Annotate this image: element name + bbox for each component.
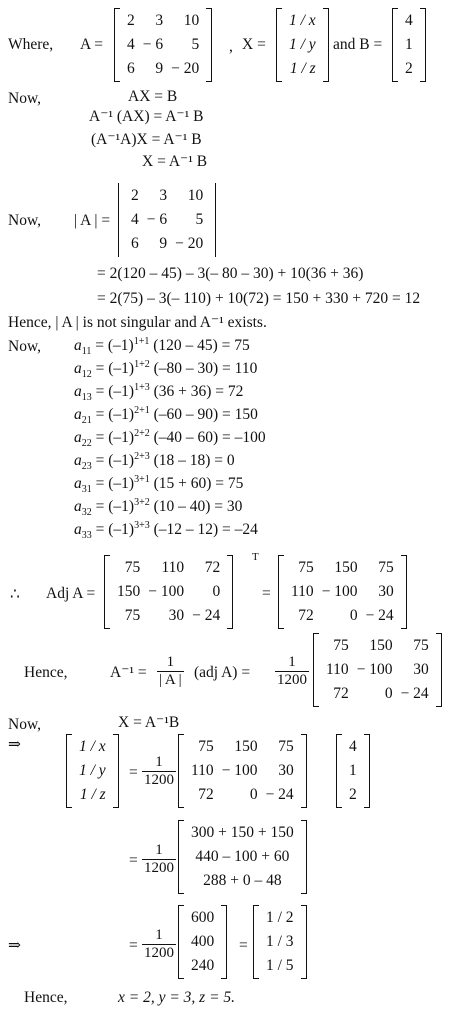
matrix-row	[75, 735, 110, 759]
matrix-cell: 4	[131, 211, 139, 228]
therefore-symbol: ∴	[10, 586, 20, 603]
solve-matrix-x	[66, 734, 119, 808]
matrix-cell: 1 / 5	[266, 957, 294, 974]
matrix-cell: 0	[249, 786, 258, 803]
matrix-row	[262, 954, 298, 978]
matrix-row	[262, 930, 298, 954]
matrix-cell: 288 + 0 – 48	[203, 872, 282, 889]
matrix-cell: 72	[333, 685, 349, 702]
fraction-numerator: 1	[157, 654, 184, 672]
matrix-cell: 110	[326, 661, 349, 678]
now-label-2: Now,	[8, 212, 42, 229]
matrix-row	[322, 658, 433, 682]
matrix-row	[187, 759, 298, 783]
matrix-row	[187, 735, 298, 759]
fraction-denominator: 1200	[277, 672, 307, 688]
matrix-cell: 1 / x	[289, 12, 316, 29]
matrix-cell: 30	[168, 607, 185, 624]
matrix-cell: 5	[191, 36, 200, 53]
matrix-row	[287, 604, 398, 628]
matrix-row	[262, 906, 298, 930]
matrix-row	[123, 57, 203, 81]
hence-label-2: Hence,	[24, 989, 68, 1006]
fraction-1-over-det	[157, 654, 184, 689]
implies-2: ⇒	[8, 937, 21, 954]
inverse-mid: (adj A) =	[194, 664, 251, 681]
matrix-cell: 9	[159, 235, 168, 252]
bracket-right	[221, 905, 227, 979]
matrix-cell: 6	[131, 235, 139, 252]
matrix-cell: 9	[155, 60, 164, 77]
fraction-denominator: 1200	[144, 860, 174, 876]
matrix-cell: 1 / 3	[266, 933, 294, 950]
matrix-row	[322, 682, 433, 706]
now-label-3: Now,	[8, 338, 42, 355]
matrix-cell: 110	[291, 583, 314, 600]
matrix-cell: 75	[333, 637, 349, 654]
bracket-right	[227, 555, 233, 629]
matrix-row	[285, 33, 320, 57]
step-4: X = A⁻¹ B	[142, 153, 208, 170]
matrix-cell: 1	[349, 762, 357, 779]
matrix-cell: 2	[405, 60, 413, 77]
det-line-2: = 2(75) – 3(– 110) + 10(72) = 150 + 330 + 720 = 12	[97, 290, 421, 307]
solve-equals-3: =	[129, 937, 138, 954]
matrix-row	[113, 556, 224, 580]
matrix-cell: 30	[413, 661, 429, 678]
now-label-4: Now,	[8, 716, 42, 733]
transpose-mark: T	[252, 551, 259, 563]
final-answer: x = 2, y = 3, z = 5.	[118, 989, 236, 1006]
matrix-cell: − 6	[142, 36, 164, 53]
matrix-row	[113, 604, 224, 628]
comma: ,	[229, 38, 233, 55]
matrix-row	[401, 57, 417, 81]
and-b-label: and B =	[333, 36, 383, 53]
matrix-cell: 150	[334, 559, 358, 576]
bracket-right	[301, 820, 307, 894]
matrix-cell: − 24	[365, 607, 394, 624]
matrix-cell: 150	[234, 738, 258, 755]
determinant-bar-right	[215, 183, 216, 257]
matrix-cell: 75	[378, 559, 394, 576]
cofactor-line: $a_{31} = (-1)^{3+1}$ (15 + 60) = 75	[74, 473, 244, 496]
x-label: X =	[242, 36, 266, 53]
x-equation: X = A⁻¹B	[118, 714, 180, 731]
adj-equals: =	[262, 585, 271, 602]
matrix-cell: − 100	[356, 661, 393, 678]
matrix-cell: 30	[378, 583, 394, 600]
a-label: A =	[80, 36, 103, 53]
matrix-cell: 75	[124, 607, 141, 624]
solve-equals-1: =	[129, 764, 138, 781]
bracket-right	[364, 734, 370, 808]
bracket-right	[113, 734, 119, 808]
matrix-cell: 75	[298, 559, 314, 576]
matrix-row	[187, 906, 218, 930]
matrix-cell: 1 / x	[79, 738, 106, 755]
cofactor-line: $a_{23} = (-1)^{2+3}$ (18 – 18) = 0	[74, 450, 235, 473]
cofactor-line: $a_{22} = (-1)^{2+2}$ (–40 – 60) = –100	[74, 427, 266, 450]
fraction-numerator: 1	[142, 754, 176, 772]
matrix-row	[345, 735, 361, 759]
matrix-row	[401, 9, 417, 33]
matrix-row	[187, 869, 298, 893]
matrix-cell: 150	[117, 583, 141, 600]
adj-label: Adj A =	[46, 585, 96, 602]
bracket-right	[301, 734, 307, 808]
matrix-cell: 110	[191, 762, 214, 779]
implies-1: ⇒	[8, 736, 21, 753]
matrix-cell: 4	[349, 738, 357, 755]
bracket-left	[336, 734, 342, 808]
matrix-row	[75, 783, 110, 807]
matrix-row	[127, 184, 207, 208]
hence-label-1: Hence,	[24, 664, 68, 681]
matrix-row	[187, 845, 298, 869]
matrix-cell: 1 / 2	[266, 909, 294, 926]
matrix-cell: − 100	[221, 762, 258, 779]
where-label: Where,	[8, 36, 54, 53]
matrix-cell: 6	[127, 60, 135, 77]
adj-matrix-1	[104, 555, 233, 629]
bracket-left	[392, 8, 398, 82]
matrix-a	[114, 8, 212, 82]
fraction-1-over-1200	[275, 654, 309, 689]
matrix-cell: 30	[278, 762, 294, 779]
cofactor-line: $a_{13} = (-1)^{1+3}$ (36 + 36) = 72	[74, 381, 244, 404]
solve-matrix-sums	[178, 820, 307, 894]
matrix-row	[287, 556, 398, 580]
bracket-right	[301, 905, 307, 979]
matrix-cell: 1 / y	[289, 36, 316, 53]
bracket-right	[436, 633, 442, 707]
inverse-matrix	[313, 633, 442, 707]
now-label-1: Now,	[8, 90, 42, 107]
matrix-cell: − 100	[148, 583, 185, 600]
bracket-left	[178, 734, 184, 808]
matrix-cell: 3	[155, 12, 164, 29]
bracket-left	[178, 905, 184, 979]
cofactor-line: $a_{21} = (-1)^{2+1}$ (–60 – 90) = 150	[74, 404, 258, 427]
fraction-denominator: 1200	[144, 772, 174, 788]
matrix-cell: 4	[405, 12, 413, 29]
bracket-right	[206, 8, 212, 82]
matrix-row	[127, 232, 207, 256]
matrix-cell: 110	[161, 559, 185, 576]
step-1: AX = B	[128, 88, 178, 105]
matrix-cell: 72	[198, 786, 214, 803]
matrix-row	[285, 9, 320, 33]
det-matrix	[118, 183, 216, 257]
matrix-cell: − 20	[171, 60, 200, 77]
matrix-row	[75, 759, 110, 783]
matrix-cell: 600	[191, 909, 215, 926]
solve-matrix-final	[253, 905, 307, 979]
cofactor-line: $a_{33} = (-1)^{3+3}$ (–12 – 12) = –24	[74, 519, 258, 542]
fraction-numerator: 1	[142, 842, 176, 860]
matrix-cell: 150	[369, 637, 393, 654]
matrix-cell: − 100	[321, 583, 358, 600]
matrix-cell: − 20	[175, 235, 204, 252]
solve-fraction-1	[142, 754, 176, 789]
solve-matrix-b	[336, 734, 370, 808]
fraction-numerator: 1	[142, 927, 176, 945]
matrix-cell: 2	[131, 187, 139, 204]
matrix-row	[345, 783, 361, 807]
matrix-row	[322, 634, 433, 658]
matrix-cell: − 6	[146, 211, 168, 228]
matrix-cell: 0	[384, 685, 393, 702]
matrix-cell: 72	[298, 607, 314, 624]
fraction-numerator: 1	[275, 654, 309, 672]
det-label: | A | =	[74, 212, 111, 229]
determinant-bar-left	[118, 183, 119, 257]
matrix-row	[113, 580, 224, 604]
matrix-cell: 75	[413, 637, 429, 654]
cofactor-line: $a_{12} = (-1)^{1+2}$ (–80 – 30) = 110	[74, 358, 258, 381]
bracket-right	[401, 555, 407, 629]
matrix-cell: 3	[159, 187, 168, 204]
matrix-cell: 0	[212, 583, 221, 600]
matrix-cell: − 24	[265, 786, 294, 803]
matrix-cell: 440 – 100 + 60	[195, 848, 290, 865]
matrix-cell: 75	[124, 559, 141, 576]
det-conclusion: Hence, | A | is not singular and A⁻¹ exists.	[8, 314, 267, 331]
matrix-cell: 75	[198, 738, 214, 755]
matrix-row	[345, 759, 361, 783]
matrix-row	[127, 208, 207, 232]
bracket-left	[278, 555, 284, 629]
step-3: (A⁻¹A)X = A⁻¹ B	[91, 131, 202, 148]
solve-equals-2: =	[129, 852, 138, 869]
adj-matrix-2	[278, 555, 407, 629]
bracket-right	[420, 8, 426, 82]
matrix-cell: 300 + 150 + 150	[191, 824, 294, 841]
bracket-left	[178, 820, 184, 894]
matrix-row	[187, 783, 298, 807]
matrix-row	[123, 33, 203, 57]
matrix-cell: 400	[191, 933, 215, 950]
bracket-left	[104, 555, 110, 629]
bracket-right	[323, 8, 329, 82]
matrix-x	[276, 8, 329, 82]
matrix-row	[123, 9, 203, 33]
bracket-left	[114, 8, 120, 82]
cofactor-line: $a_{11} = (-1)^{1+1}$ (120 – 45) = 75	[74, 335, 250, 358]
inverse-lhs: A⁻¹ =	[110, 664, 147, 681]
matrix-row	[287, 580, 398, 604]
matrix-cell: − 24	[192, 607, 221, 624]
matrix-cell: 4	[127, 36, 135, 53]
bracket-left	[313, 633, 319, 707]
matrix-row	[187, 930, 218, 954]
bracket-left	[276, 8, 282, 82]
matrix-cell: 75	[278, 738, 294, 755]
fraction-denominator: | A |	[159, 672, 182, 688]
matrix-cell: 240	[191, 957, 215, 974]
step-2: A⁻¹ (AX) = A⁻¹ B	[89, 108, 204, 125]
solve-matrix-result	[178, 905, 227, 979]
matrix-cell: 10	[183, 12, 200, 29]
solve-fraction-3	[142, 927, 176, 962]
cofactor-line: $a_{32} = (-1)^{3+2}$ (10 – 40) = 30	[74, 496, 243, 519]
matrix-row	[187, 954, 218, 978]
matrix-cell: 1	[405, 36, 413, 53]
matrix-row	[401, 33, 417, 57]
det-line-1: = 2(120 – 45) – 3(– 80 – 30) + 10(36 + 36)	[97, 265, 364, 282]
matrix-cell: 5	[195, 211, 204, 228]
matrix-cell: 1 / z	[289, 60, 316, 77]
bracket-left	[66, 734, 72, 808]
matrix-row	[187, 821, 298, 845]
matrix-b	[392, 8, 426, 82]
matrix-cell: 2	[127, 12, 135, 29]
solve-matrix-coeff	[178, 734, 307, 808]
matrix-cell: 10	[187, 187, 204, 204]
matrix-cell: 72	[204, 559, 221, 576]
solve-equals-4: =	[239, 937, 248, 954]
matrix-cell: 0	[349, 607, 358, 624]
matrix-cell: 1 / y	[79, 762, 106, 779]
matrix-row	[285, 57, 320, 81]
matrix-cell: − 24	[400, 685, 429, 702]
matrix-cell: 1 / z	[79, 786, 106, 803]
fraction-denominator: 1200	[144, 945, 174, 961]
solve-fraction-2	[142, 842, 176, 877]
bracket-left	[253, 905, 259, 979]
matrix-cell: 2	[349, 786, 357, 803]
